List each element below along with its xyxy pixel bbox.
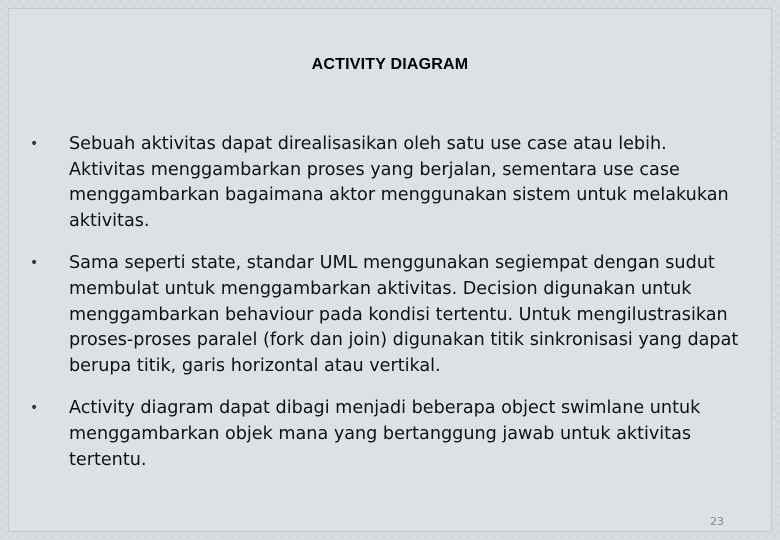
page-number: 23 <box>710 515 724 528</box>
bullet-list <box>26 132 746 490</box>
bullet-text: Sebuah aktivitas dapat direalisasikan oleh satu use case atau lebih. Aktivitas menggambarkan proses yang berjalan, sementara use case menggambarkan bagaimana aktor menggunakan sistem untuk melakukan aktivitas. <box>69 134 729 231</box>
bullet-dot-icon: • <box>30 136 39 152</box>
bullet-dot-icon: • <box>30 255 39 272</box>
slide-title: ACTIVITY DIAGRAM <box>311 56 469 73</box>
bullet-item <box>26 251 746 379</box>
bullet-item <box>26 132 746 234</box>
bullet-text: Sama seperti state, standar UML menggunakan segiempat dengan sudut membulat untuk menggambarkan aktivitas. Decision digunakan untuk menggambarkan behaviour pada kondisi tertentu. Untuk mengilustrasikan proses-proses paralel (fork dan join) digunakan titik sinkronisasi yang dapat berupa titik, garis horizontal atau vertikal. <box>69 253 739 376</box>
bullet-item <box>26 396 746 473</box>
bullet-dot-icon: • <box>30 400 39 417</box>
bullet-text: Activity diagram dapat dibagi menjadi beberapa object swimlane untuk menggambarkan objek mana yang bertanggung jawab untuk aktivitas tertentu. <box>69 398 701 470</box>
